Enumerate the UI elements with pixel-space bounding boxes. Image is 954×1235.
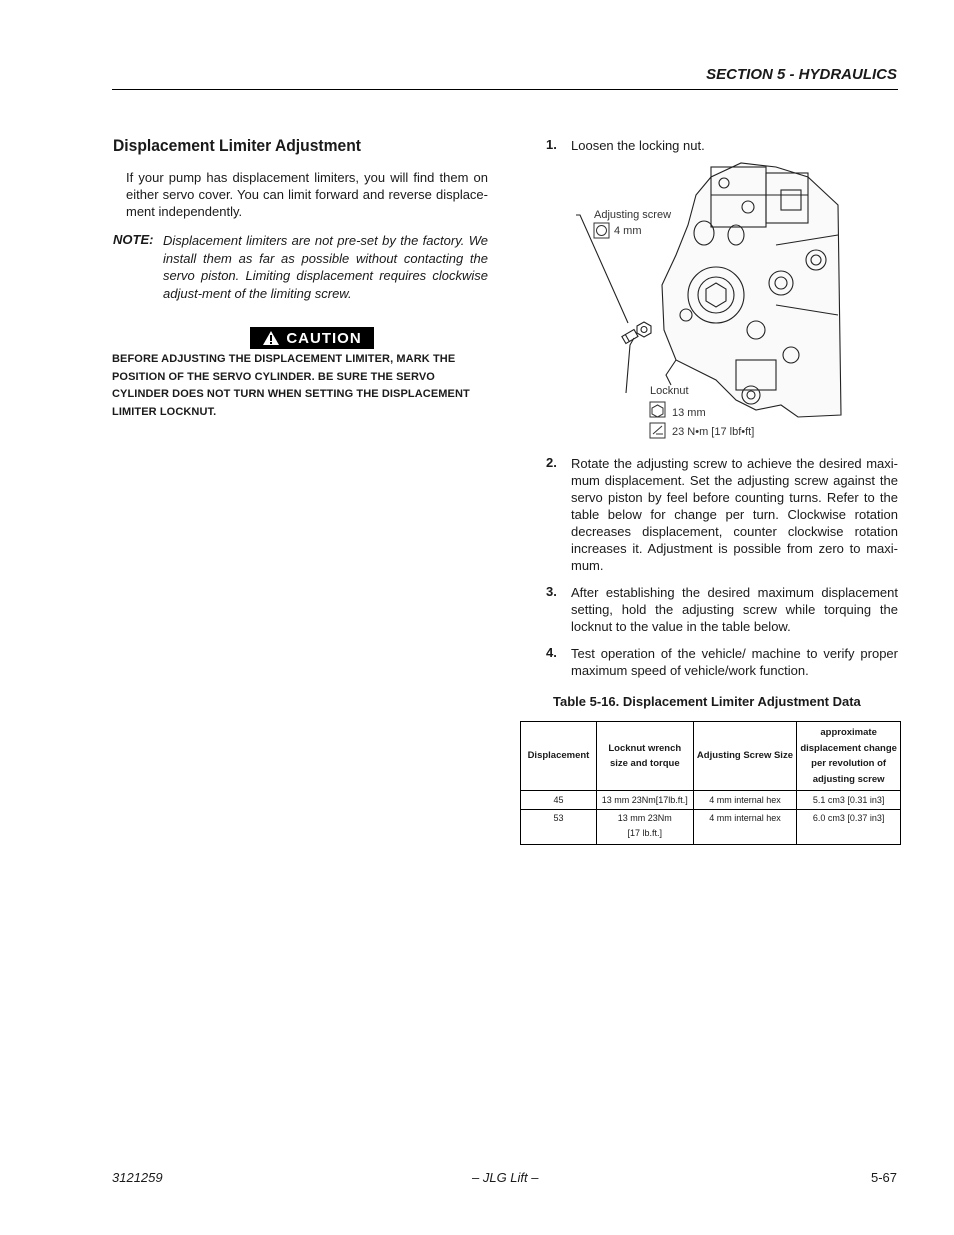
table-row <box>521 810 901 845</box>
column-header: Displacement <box>521 722 597 791</box>
table-cell: 13 mm 23Nm[17lb.ft.] <box>596 791 693 810</box>
step-number: 4. <box>546 645 557 660</box>
section-heading: Displacement Limiter Adjustment <box>113 136 361 155</box>
column-header: approximate displacement change per revolution of adjusting screw <box>797 722 901 791</box>
caution-badge <box>250 327 374 349</box>
document-number: 3121259 <box>112 1170 163 1185</box>
adjusting-screw-size: 4 mm <box>614 225 642 237</box>
intro-paragraph: If your pump has displacement limiters, you will find them on either servo cover. You can limit forward and reverse displace-ment independently. <box>126 170 488 219</box>
step-number: 2. <box>546 455 557 470</box>
table-cell: 6.0 cm3 [0.37 in3] <box>797 810 901 845</box>
footer-brand: – JLG Lift – <box>472 1170 539 1185</box>
column-header: Locknut wrench size and torque <box>596 722 693 791</box>
step-number: 3. <box>546 584 557 599</box>
caution-text: BEFORE ADJUSTING THE DISPLACEMENT LIMITER, MARK THE POSITION OF THE SERVO CYLINDER. BE SURE THE SERVO CYLINDER DOES NOT TURN WHEN SETTING THE DISPLACEMENT LIMITER LOCKNUT. <box>112 353 470 418</box>
table-cell: 5.1 cm3 [0.31 in3] <box>797 791 901 810</box>
table-caption: Table 5-16. Displacement Limiter Adjustment Data <box>553 694 861 709</box>
adjusting-screw-label: Adjusting screw <box>594 209 672 221</box>
step-text: Rotate the adjusting screw to achieve the desired maxi-mum displacement. Set the adjusting screw against the servo piston by feel before counting turns. Refer to the table below for change per turn. Clockwise rotation decreases displacement, counter clockwise rotation increases it. Adjustment is possible from zero to maxi-mum. <box>571 456 898 573</box>
step-number: 1. <box>546 137 557 152</box>
pump-illustration <box>576 155 846 445</box>
page-number: 5-67 <box>870 1170 897 1185</box>
note-label: NOTE: <box>113 232 154 247</box>
table-row <box>521 791 901 810</box>
table-cell: 13 mm 23Nm [17 lb.ft.] <box>596 810 693 845</box>
section-header: SECTION 5 - HYDRAULICS <box>706 66 897 83</box>
table-cell: 53 <box>521 810 597 845</box>
step-text: Test operation of the vehicle/ machine to verify proper maximum speed of vehicle/work function. <box>571 646 898 678</box>
column-header: Adjusting Screw Size <box>693 722 797 791</box>
table-cell: 4 mm internal hex <box>693 791 797 810</box>
step-text: After establishing the desired maximum displacement setting, hold the adjusting screw while torquing the locknut to the value in the table below. <box>571 585 898 634</box>
data-table <box>520 721 901 845</box>
header-rule <box>112 89 898 90</box>
note-text: Displacement limiters are not pre-set by the factory. We install them as far as possible without contacting the servo piston. Limiting displacement requires clockwise adjust-ment of the limiting screw. <box>163 233 488 301</box>
locknut-size: 13 mm <box>672 407 706 419</box>
caution-label: CAUTION <box>286 329 362 347</box>
table-header-row <box>521 722 901 791</box>
step-text: Loosen the locking nut. <box>571 138 705 153</box>
locknut-torque: 23 N•m [17 lbf•ft] <box>672 426 755 438</box>
table-cell: 45 <box>521 791 597 810</box>
locknut-label: Locknut <box>650 385 689 397</box>
table-cell: 4 mm internal hex <box>693 810 797 845</box>
warning-icon <box>262 330 280 346</box>
